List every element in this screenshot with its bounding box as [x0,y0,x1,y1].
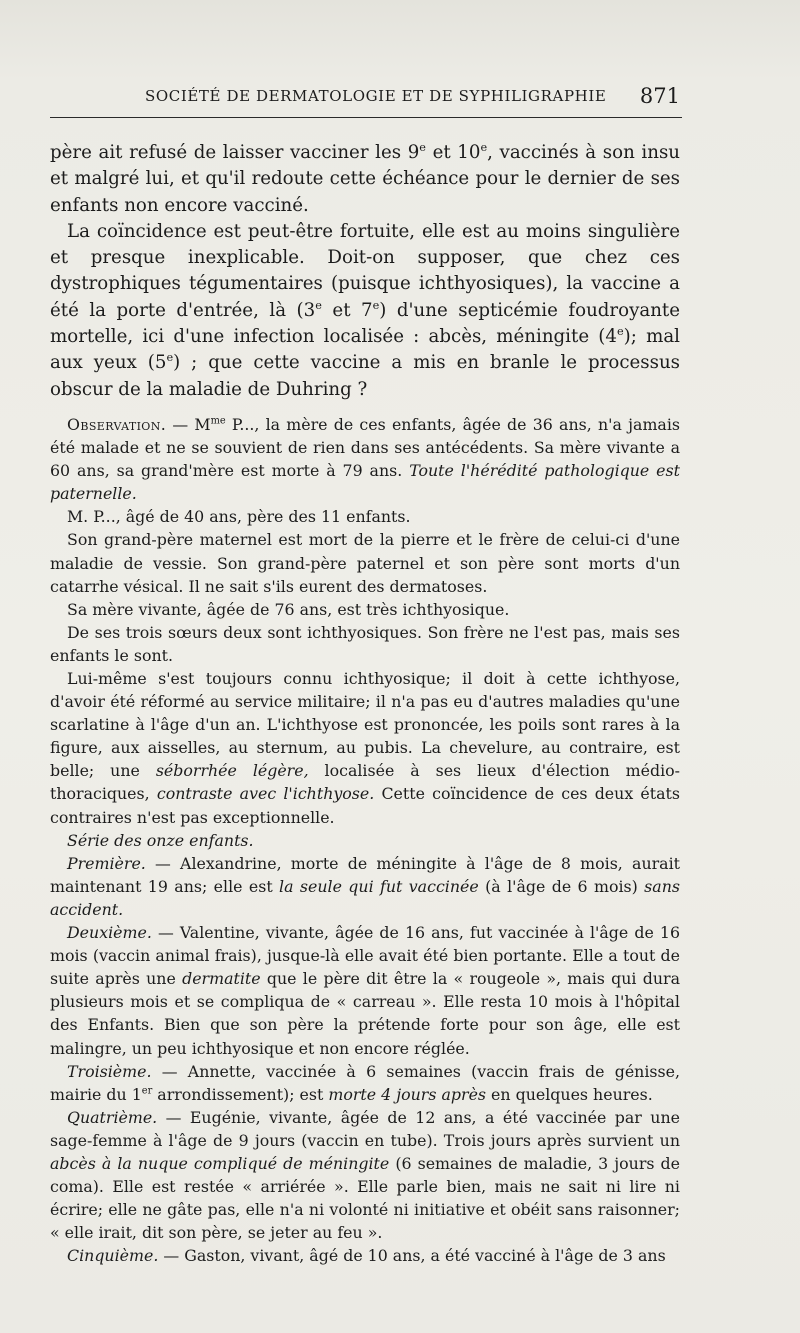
text: — Annette, vaccinée à 6 semaines (vaccin frais de génisse, mairie du 1 [50,1061,680,1104]
text: que le père dit être la « rougeole », mais qui dura plusieurs mois et se compliqua de « carreau ». Elle resta 10 mois à l'hôpital des Enfants. Bien que son père la prétende forte pour son âge, elle est malingre, un peu ichthyosique et non encore réglée. [50,969,680,1058]
italic-text: Toute l'hérédité pathologique est paternelle. [50,461,680,504]
paragraph-quatrieme [50,1106,680,1245]
text: arrondissement); est [152,1084,329,1104]
text: ); mal aux yeux (5 [50,326,680,374]
superscript: e [372,298,380,312]
superscript: e [166,351,174,365]
text: ) ; que cette vaccine a mis en branle le processus obscur de la maladie de Duhring ? [50,352,680,400]
text: La coïncidence est peut-être fortuite, elle est au moins singulière et presque inexplicable. Doit-on supposer, que chez ces dystrophiques tégumentaires (puisque ichthyosiques), la vaccine a été la porte d'entrée, là (3 [50,220,680,321]
italic-text: morte 4 jours après [328,1084,487,1104]
italic-text: sans accident. [50,876,680,919]
superscript: e [315,298,322,312]
text: P..., la mère de ces enfants, âgée de 36 ans, n'a jamais été malade et ne se souvient de rien dans ses antécédents. Sa mère vivante a 60 ans, sa grand'mère est morte à 79 ans. [50,414,680,481]
superscript: me [210,415,226,427]
text: , vaccinés à son insu et malgré lui, et qu'il redoute cette échéance pour le dernier de ses enfants non encore vacciné. [50,142,680,216]
child-label: Quatrième. [67,1107,158,1127]
small-type-section [50,413,680,1267]
observation-label: Observation. [67,414,167,434]
text: — Gaston, vivant, âgé de 10 ans, a été vacciné à l'âge de 3 ans [158,1246,666,1266]
paragraph-coincidence [50,219,680,403]
running-title: SOCIÉTÉ DE DERMATOLOGIE ET DE SYPHILIGRAPHIE [145,87,607,105]
text: ) d'une septicémie foudroyante mortelle, ici d'une infection localisée : abcès, méningite (4 [50,299,680,348]
paragraph-continuation [50,140,680,219]
child-label: Deuxième. [67,923,152,943]
body-text [50,140,680,1267]
child-label: Première. [67,853,146,873]
text: Lui-même s'est toujours connu ichthyosique; il doit à cette ichthyose, d'avoir été réformé au service militaire; il n'a pas eu d'autres maladies qu'une scarlatine à l'âge d'un an. L'ichthyose est prononcée, les poils sont rares à la figure, aux aisselles, au sternum, au pubis. La chevelure, au contraire, est belle; une [50,669,680,781]
paragraph-father: M. P..., âgé de 40 ans, père des 11 enfants. [67,507,411,527]
italic-text: séborrhée légère, [155,761,309,781]
text: (à l'âge de 6 mois) [478,876,645,896]
superscript: e [419,140,426,154]
text: — M [166,414,211,434]
paragraph-grandfather: Son grand-père maternel est mort de la pierre et le frère de celui-ci d'une maladie de vessie. Son grand-père paternel et son père sont morts d'un catarrhe vésical. Il ne sait s'ils eurent des dermatoses. [50,530,680,596]
child-label: Cinquième. [67,1246,159,1266]
italic-text: dermatite [182,969,261,989]
text: père ait refusé de laisser vacciner les 9 [50,142,420,163]
text: en quelques heures. [486,1084,653,1104]
superscript: er [141,1085,153,1097]
text: — Alexandrine, morte de méningite à l'âge de 8 mois, aurait maintenant 19 ans; elle est [50,853,680,896]
italic-text: la seule qui fut vaccinée [279,876,479,896]
text: et 7 [321,299,373,321]
series-title: Série des onze enfants. [67,830,254,850]
text: — Valentine, vivante, âgée de 16 ans, fut vaccinée à l'âge de 16 mois (vaccin animal frais), jusque-là elle avait été bien portante. Elle a tout de suite après une [50,923,680,989]
paragraph-observation [50,413,680,505]
large-type-section [50,140,680,403]
text: (6 semaines de maladie, 3 jours de coma). Elle est restée « arriérée ». Elle parle bien, mais ne sait ni lire ni écrire; elle ne gâte pas, elle n'a ni volonté ni initiative et obéit sans raisonner; « elle irait, dit son père, se jeter au feu ». [50,1153,680,1243]
paragraph-mother: Sa mère vivante, âgée de 76 ans, est très ichthyosique. [67,599,510,619]
text: localisée à ses lieux d'élection médio-thoraciques, [50,761,680,804]
paragraph-premiere [50,852,680,921]
page-header [50,84,680,108]
paragraph-sisters: De ses trois sœurs deux sont ichthyosiques. Son frère ne l'est pas, mais ses enfants le sont. [50,622,680,665]
paragraph-deuxieme [50,921,680,1060]
text: et 10 [425,142,481,163]
italic-text: contraste avec l'ichthyose. [156,784,375,804]
superscript: e [480,140,488,154]
text: — Eugénie, vivante, âgée de 12 ans, a été vaccinée par une sage-femme à l'âge de 9 jours (vaccin en tube). Trois jours après survient un [50,1107,680,1150]
superscript: e [616,325,624,339]
page-number: 871 [639,84,680,108]
text: Cette coïncidence de ces deux états contraires n'est pas exceptionnelle. [50,784,680,827]
italic-text: abcès à la nuque compliqué de méningite [50,1153,390,1173]
paragraph-troisieme [50,1060,680,1106]
paragraph-cinquieme [50,1244,680,1267]
child-label: Troisième. [67,1061,152,1081]
header-rule [50,117,682,118]
paragraph-himself [50,667,680,829]
